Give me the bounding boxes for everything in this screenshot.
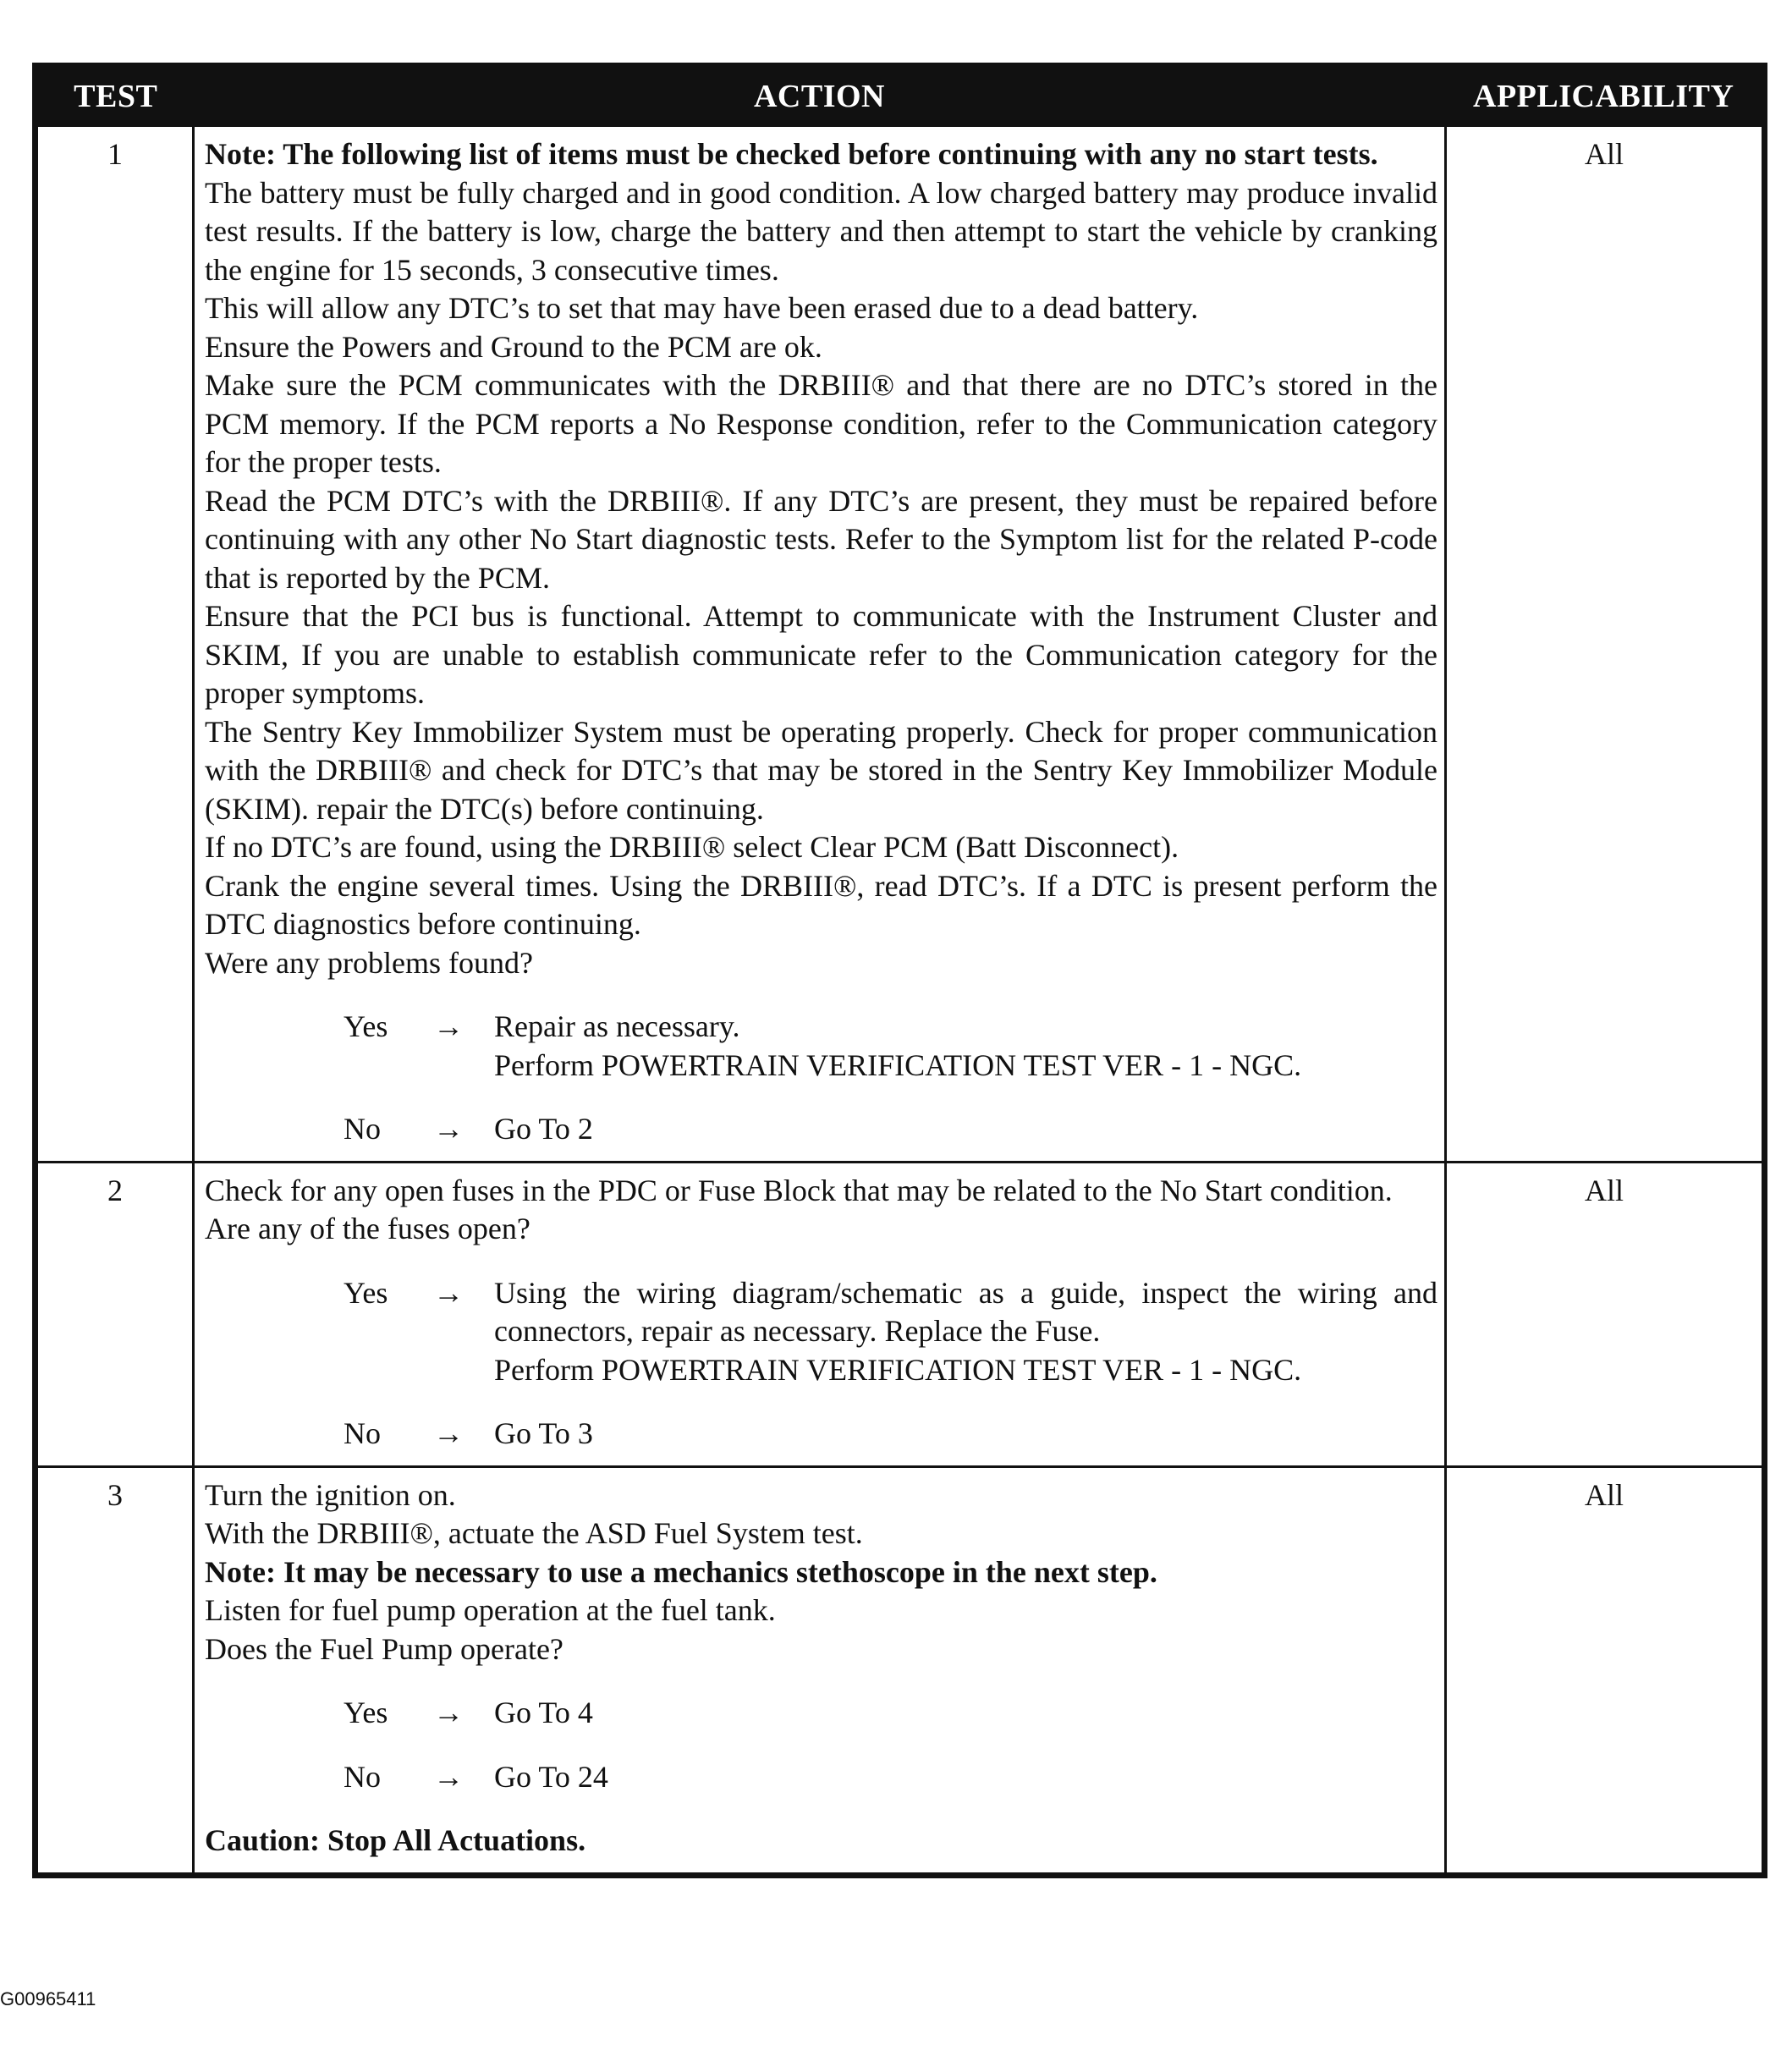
answer-no <box>205 1110 1437 1149</box>
table-row <box>36 126 1765 1163</box>
table-body <box>36 126 1765 1876</box>
answer-action-line: Using the wiring diagram/schematic as a guide, inspect the wiring and connectors, repair as necessary. Replace the Fuse. <box>494 1275 1437 1348</box>
action-cell <box>194 1466 1446 1875</box>
action-cell <box>194 126 1446 1163</box>
answer-action-line: Repair as necessary. <box>494 1009 740 1043</box>
action-cell <box>194 1162 1446 1466</box>
figure-id: G00965411 <box>0 1988 96 2009</box>
note-text: Note: The following list of items must be checked before continuing with any no start tests. <box>205 137 1378 171</box>
answer-action <box>494 1415 1437 1454</box>
answer-action-line: Go To 3 <box>494 1416 593 1450</box>
answer-label: Yes <box>344 1696 388 1729</box>
answer-label: No <box>344 1112 381 1146</box>
header-action: ACTION <box>194 66 1446 126</box>
answer-no <box>205 1758 1437 1797</box>
arrow-right-icon: → <box>433 1416 464 1450</box>
instruction-text: Ensure the Powers and Ground to the PCM are ok. <box>205 329 822 364</box>
instruction-text: Listen for fuel pump operation at the fuel tank. <box>205 1593 776 1627</box>
test-number: 3 <box>36 1466 194 1875</box>
answer-label: Yes <box>344 1275 388 1310</box>
instruction-text: Check for any open fuses in the PDC or Fuse Block that may be related to the No Start condition. <box>205 1173 1393 1207</box>
header-applicability: APPLICABILITY <box>1446 66 1765 126</box>
instruction-text: Crank the engine several times. Using the DRBIII®, read DTC’s. If a DTC is present perform the DTC diagnostics before continuing. <box>205 868 1437 941</box>
instruction-text: Turn the ignition on. <box>205 1477 456 1512</box>
applicability-value: All <box>1446 1162 1765 1466</box>
answer-action <box>494 1758 1437 1797</box>
instruction-text: Does the Fuel Pump operate? <box>205 1631 563 1666</box>
arrow-right-icon: → <box>433 1009 464 1043</box>
answer-yes <box>205 1008 1437 1085</box>
applicability-value: All <box>1446 1466 1765 1875</box>
answer-label: No <box>344 1759 381 1794</box>
table-header <box>36 66 1765 126</box>
instruction-text: With the DRBIII®, actuate the ASD Fuel System test. <box>205 1516 863 1550</box>
table-row <box>36 1466 1765 1875</box>
answer-action-line: Go To 2 <box>494 1112 593 1146</box>
answer-action-line: Go To 4 <box>494 1696 593 1729</box>
instruction-text: The battery must be fully charged and in good condition. A low charged battery may produce invalid test results. If the battery is low, charge the battery and then attempt to start the vehicle by cranking the engine for 15 seconds, 3 consecutive times. <box>205 175 1437 287</box>
caution-text: Caution: Stop All Actuations. <box>205 1823 586 1857</box>
test-number: 2 <box>36 1162 194 1466</box>
answer-action <box>494 1694 1437 1733</box>
note-text: Note: It may be necessary to use a mechanics stethoscope in the next step. <box>205 1554 1157 1589</box>
test-number: 1 <box>36 126 194 1163</box>
instruction-text: Read the PCM DTC’s with the DRBIII®. If any DTC’s are present, they must be repaired before continuing with any other No Start diagnostic tests. Refer to the Symptom list for the related P-code that is reported by the PCM. <box>205 483 1437 595</box>
applicability-value: All <box>1446 126 1765 1163</box>
answer-no <box>205 1415 1437 1454</box>
instruction-text: If no DTC’s are found, using the DRBIII® select Clear PCM (Batt Disconnect). <box>205 830 1179 864</box>
diagnostic-table <box>32 63 1767 1878</box>
instruction-text: Were any problems found? <box>205 945 533 980</box>
arrow-right-icon: → <box>433 1696 464 1729</box>
answer-yes <box>205 1274 1437 1390</box>
instruction-text: Make sure the PCM communicates with the DRBIII® and that there are no DTC’s stored in the PCM memory. If the PCM reports a No Response condition, refer to the Communication category for the proper tests. <box>205 368 1437 479</box>
answer-action <box>494 1274 1437 1390</box>
answer-label: No <box>344 1416 381 1450</box>
instruction-text: This will allow any DTC’s to set that may have been erased due to a dead battery. <box>205 291 1199 325</box>
answer-action-line: Perform POWERTRAIN VERIFICATION TEST VER - 1 - NGC. <box>494 1352 1302 1387</box>
instruction-text: Are any of the fuses open? <box>205 1212 530 1245</box>
arrow-right-icon: → <box>433 1112 464 1146</box>
diagnostic-table-container <box>32 63 1762 1878</box>
answer-yes <box>205 1694 1437 1733</box>
answer-action <box>494 1110 1437 1149</box>
answer-action <box>494 1008 1437 1085</box>
arrow-right-icon: → <box>433 1759 464 1794</box>
answer-action-line: Perform POWERTRAIN VERIFICATION TEST VER - 1 - NGC. <box>494 1047 1302 1082</box>
answer-action-line: Go To 24 <box>494 1759 608 1794</box>
table-row <box>36 1162 1765 1466</box>
arrow-right-icon: → <box>433 1275 464 1310</box>
answer-label: Yes <box>344 1009 388 1043</box>
instruction-text: Ensure that the PCI bus is functional. Attempt to communicate with the Instrument Cluster and SKIM, If you are unable to establish communicate refer to the Communication category for the proper symptoms. <box>205 599 1437 710</box>
instruction-text: The Sentry Key Immobilizer System must be operating properly. Check for proper communication with the DRBIII® and check for DTC’s that may be stored in the Sentry Key Immobilizer Module (SKIM). repair the DTC(s) before continuing. <box>205 714 1437 826</box>
header-test: TEST <box>36 66 194 126</box>
header-row <box>36 66 1765 126</box>
